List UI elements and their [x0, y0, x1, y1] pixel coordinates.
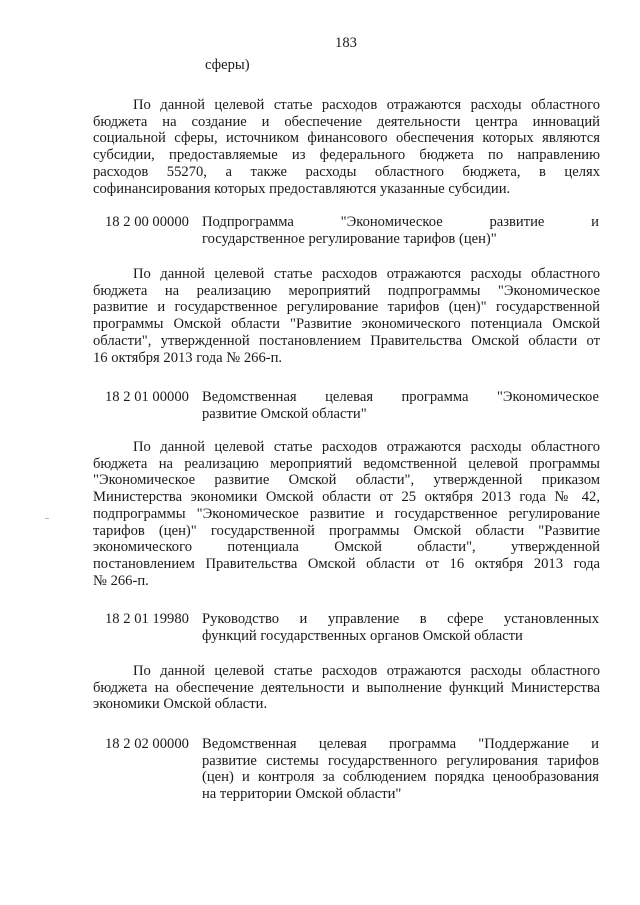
text-line: функций государственных органов Омской области — [202, 627, 523, 644]
section-title-2 — [202, 389, 599, 422]
section-title-4 — [202, 736, 599, 803]
section-title-3 — [202, 611, 599, 644]
text-line: развитие и государственное регулирование тарифов (цен)" государственной — [93, 299, 600, 316]
text-line: По данной целевой статье расходов отражаются расходы областного — [133, 97, 600, 113]
text-line: бюджета на создание и обеспечение деятельности центра инноваций — [93, 113, 600, 130]
text-line: Министерства экономики Омской области от 25 октября 2013 года № 42, — [93, 489, 600, 506]
text-line: Ведомственная целевая программа "Экономическое — [202, 389, 599, 405]
text-line: развитие Омской области" — [202, 405, 367, 422]
paragraph-3 — [93, 439, 600, 589]
text-line: на территории Омской области" — [202, 786, 402, 803]
text-line: области", утвержденной постановлением Правительства Омской области от — [93, 332, 600, 349]
text-line: "Экономическое развитие Омской области", утвержденной приказом — [93, 472, 600, 489]
section-code-4: 18 2 02 00000 — [105, 736, 189, 752]
text-line: № 266-п. — [93, 572, 149, 589]
text-line: экономического потенциала Омской области", утвержденной — [93, 539, 600, 556]
section-title-1 — [202, 214, 599, 247]
text-line: тарифов (цен)" государственной программы Омской области "Развитие — [93, 522, 600, 539]
text-line: подпрограммы "Экономическое развитие и государственное регулирование — [93, 505, 600, 522]
text-line: бюджета на обеспечение деятельности и выполнение функций Министерства — [93, 679, 600, 696]
text-line: субсидии, предоставляемые из федерального бюджета по направлению — [93, 147, 600, 164]
section-code-3: 18 2 01 19980 — [105, 611, 189, 627]
page-number: 183 — [335, 35, 357, 51]
text-line: бюджета на реализацию мероприятий подпрограммы "Экономическое — [93, 282, 600, 299]
text-line: расходов 55270, а также расходы областного бюджета, в целях — [93, 163, 600, 180]
text-line: (цен) и контроля за соблюдением порядка ценообразования — [202, 769, 599, 786]
text-line: экономики Омской области. — [93, 696, 268, 713]
paragraph-2 — [93, 266, 600, 366]
text-line: Ведомственная целевая программа "Поддержание и — [202, 736, 599, 752]
paragraph-1 — [93, 97, 600, 197]
text-line: По данной целевой статье расходов отражаются расходы областного — [133, 439, 600, 455]
text-line: софинансирования которых предоставляются указанные субсидии. — [93, 180, 511, 197]
section-code-1: 18 2 00 00000 — [105, 214, 189, 230]
continued-title-fragment: сферы) — [205, 57, 250, 73]
section-code-2: 18 2 01 00000 — [105, 389, 189, 405]
text-line: бюджета на реализацию мероприятий ведомственной целевой программы — [93, 455, 600, 472]
text-line: По данной целевой статье расходов отражаются расходы областного — [133, 663, 600, 679]
paragraph-4 — [93, 663, 600, 713]
margin-mark — [45, 518, 49, 519]
text-line: социальной сферы, источником финансового обеспечения которых являются — [93, 130, 600, 147]
text-line: По данной целевой статье расходов отражаются расходы областного — [133, 266, 600, 282]
text-line: государственное регулирование тарифов (цен)" — [202, 230, 497, 247]
text-line: программы Омской области "Развитие экономического потенциала Омской — [93, 316, 600, 333]
text-line: постановлением Правительства Омской области от 16 октября 2013 года — [93, 555, 600, 572]
text-line: развитие системы государственного регулирования тарифов — [202, 752, 599, 769]
text-line: 16 октября 2013 года № 266-п. — [93, 349, 283, 366]
text-line: Подпрограмма "Экономическое развитие и — [202, 214, 599, 230]
text-line: Руководство и управление в сфере установленных — [202, 611, 599, 627]
